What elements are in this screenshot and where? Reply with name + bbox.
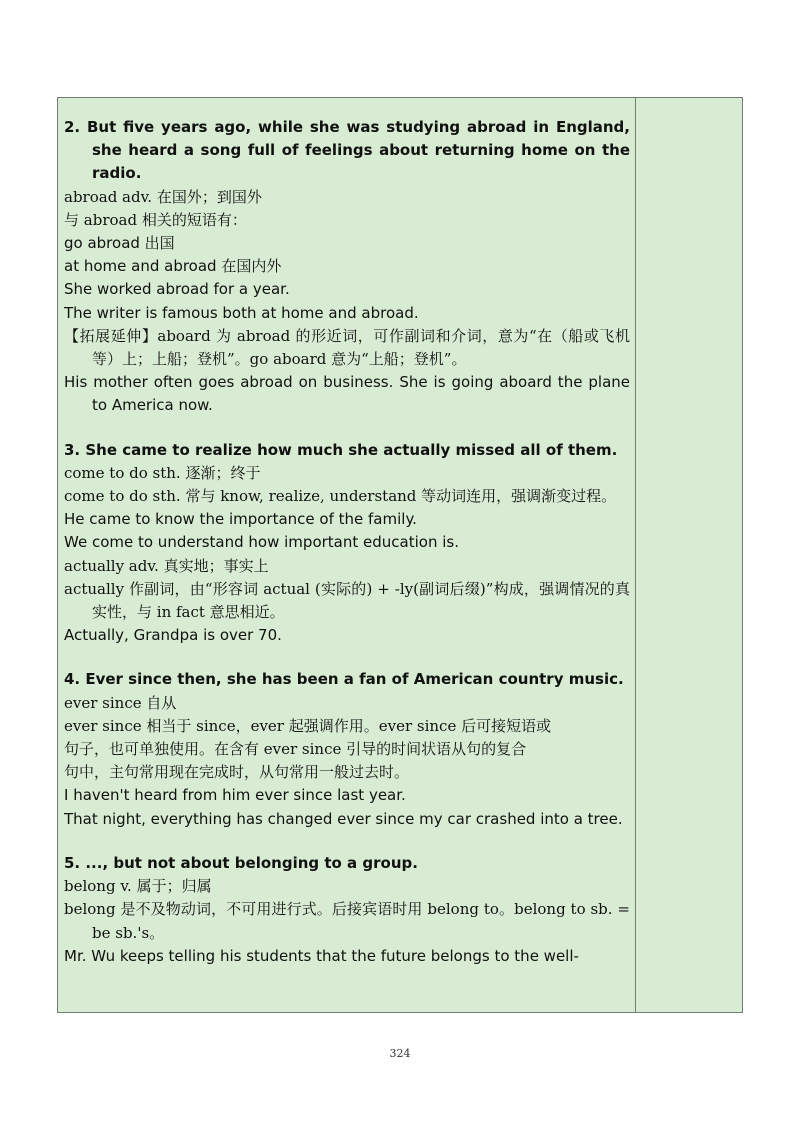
note-line: ever since 相当于 since，ever 起强调作用。ever since 后可接短语或 <box>64 716 552 735</box>
note-line: come to do sth. 常与 know, realize, understand 等动词连用，强调渐变过程。 <box>64 487 617 506</box>
section-heading: 4. Ever since then, she has been a fan of American country music. <box>64 670 624 689</box>
definition-line: actually adv. 真实地；事实上 <box>64 556 269 575</box>
example-sentence: The writer is famous both at home and abroad. <box>64 303 419 322</box>
definition-line: belong v. 属于；归属 <box>64 877 212 896</box>
note-line: belong 是不及物动词，不可用进行式。后接宾语时用 belong to。belong to sb. = be sb.'s。 <box>64 900 630 942</box>
section-heading: 2. But five years ago, while she was studying abroad in England, she heard a song full of feelings about returning home on the radio. <box>64 118 630 183</box>
example-sentence: We come to understand how important education is. <box>64 533 459 552</box>
note-line: 与 abroad 相关的短语有： <box>64 210 247 229</box>
content-table <box>57 97 743 1013</box>
note-line: actually 作副词，由“形容词 actual (实际的) + -ly(副词后缀)”构成，强调情况的真实性，与 in fact 意思相近。 <box>64 579 630 622</box>
extension-note: 【拓展延伸】aboard 为 abroad 的形近词，可作副词和介词，意为“在（船或飞机等）上；上船；登机”。go aboard 意为“上船；登机”。 <box>64 326 630 369</box>
phrase-line: go abroad 出国 <box>64 234 175 253</box>
phrase-line: at home and abroad 在国内外 <box>64 257 282 276</box>
definition-line: abroad adv. 在国外；到国外 <box>64 187 262 206</box>
example-sentence: She worked abroad for a year. <box>64 280 290 299</box>
section-heading: 5. ..., but not about belonging to a group. <box>64 853 418 872</box>
note-line: 句子，也可单独使用。在含有 ever since 引导的时间状语从句的复合 <box>64 740 527 759</box>
note-line: 句中，主句常用现在完成时，从句常用一般过去时。 <box>64 763 410 782</box>
right-column <box>636 98 742 1012</box>
section-heading: 3. She came to realize how much she actually missed all of them. <box>64 440 618 459</box>
example-sentence: Mr. Wu keeps telling his students that the future belongs to the well- <box>64 946 579 965</box>
page-number: 324 <box>389 1047 411 1060</box>
example-sentence: Actually, Grandpa is over 70. <box>64 626 282 645</box>
definition-line: come to do sth. 逐渐；终于 <box>64 463 261 482</box>
example-sentence: That night, everything has changed ever since my car crashed into a tree. <box>64 809 623 828</box>
example-sentence: He came to know the importance of the family. <box>64 510 417 529</box>
left-column <box>64 116 630 968</box>
example-sentence: I haven't heard from him ever since last year. <box>64 786 406 805</box>
definition-line: ever since 自从 <box>64 693 177 712</box>
example-sentence: His mother often goes abroad on business. She is going aboard the plane to America now. <box>64 373 630 415</box>
